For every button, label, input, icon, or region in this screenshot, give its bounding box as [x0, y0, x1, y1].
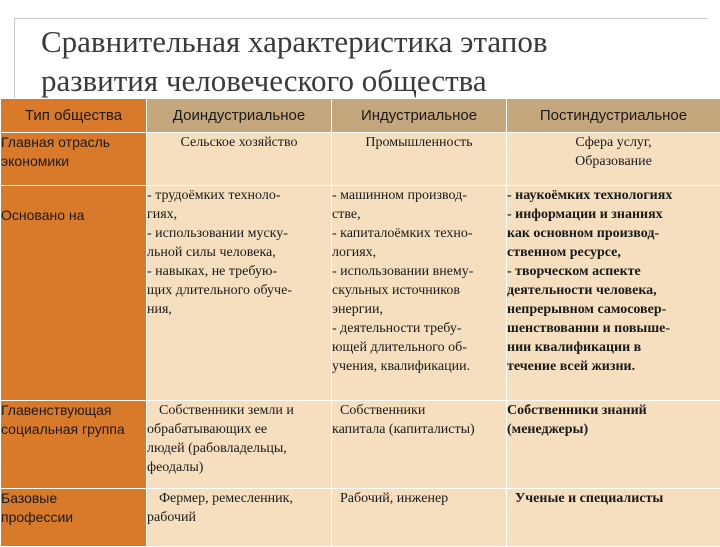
row-label-base-professions — [1, 489, 147, 547]
comparison-table — [0, 98, 720, 547]
cell-line: льной силы человека, — [147, 243, 331, 262]
cell-line: щих длительного обуче- — [147, 281, 331, 300]
cell-line: обрабатывающих ее — [147, 420, 331, 439]
title-line-2: развития человеческого общества — [41, 61, 701, 100]
cell-line: Собственники — [332, 401, 506, 420]
row-dominant-group — [1, 401, 720, 489]
row-label-line: Основано на — [1, 206, 146, 225]
frame-left-line — [14, 18, 15, 102]
row-label-line: социальная группа — [1, 420, 146, 439]
cell-preindustrial-basis — [147, 186, 332, 401]
cell-line: - навыках, не требую- — [147, 262, 331, 281]
cell-line: шенствовании и повыше- — [507, 319, 720, 338]
header-preindustrial: Доиндустриальное — [147, 99, 332, 133]
cell-line: - капиталоёмких техно- — [332, 224, 506, 243]
cell-preindustrial-sector — [147, 133, 332, 186]
header-row — [1, 99, 720, 133]
row-label-line: Главенствующая — [1, 401, 146, 420]
cell-line: - деятельности требу- — [332, 319, 506, 338]
cell-line: Промышленность — [332, 133, 506, 152]
cell-line: течение всей жизни. — [507, 357, 720, 376]
cell-preindustrial-group — [147, 401, 332, 489]
cell-line: Рабочий, инженер — [332, 489, 506, 508]
cell-line: учения, квалификации. — [332, 357, 506, 376]
cell-line: Собственники знаний — [507, 401, 720, 420]
header-society-type: Тип общества — [1, 99, 147, 133]
cell-line: - творческом аспекте — [507, 262, 720, 281]
cell-line: деятельности человека, — [507, 281, 720, 300]
cell-line: нии квалификации в — [507, 338, 720, 357]
cell-line: логиях, — [332, 243, 506, 262]
cell-line: (менеджеры) — [507, 420, 720, 439]
cell-line: ния, — [147, 300, 331, 319]
cell-postindustrial-basis — [507, 186, 720, 401]
cell-line: непрерывном самосовер- — [507, 300, 720, 319]
row-label-line: Главная отрасль — [1, 133, 146, 152]
cell-line: Сельское хозяйство — [147, 133, 331, 152]
row-base-professions — [1, 489, 720, 547]
cell-industrial-basis — [332, 186, 507, 401]
cell-postindustrial-sector — [507, 133, 720, 186]
row-label-dominant-group — [1, 401, 147, 489]
row-label-based-on — [1, 186, 147, 401]
cell-line: гиях, — [147, 205, 331, 224]
cell-line: - использовании муску- — [147, 224, 331, 243]
cell-line: Ученые и специалисты — [507, 489, 720, 508]
row-label-line: профессии — [1, 508, 146, 527]
cell-line: скульных источников — [332, 281, 506, 300]
cell-line: Образование — [507, 152, 720, 171]
cell-line: - машинном производ- — [332, 186, 506, 205]
cell-industrial-group — [332, 401, 507, 489]
row-label-line: экономики — [1, 152, 146, 171]
cell-postindustrial-group — [507, 401, 720, 489]
cell-industrial-professions — [332, 489, 507, 547]
row-based-on — [1, 186, 720, 401]
frame-top-line — [14, 18, 708, 19]
cell-line: феодалы) — [147, 458, 331, 477]
cell-line: Сфера услуг, — [507, 133, 720, 152]
cell-line: ющей длительного об- — [332, 338, 506, 357]
cell-line: Собственники земли и — [147, 401, 331, 420]
cell-line: - использовании внему- — [332, 262, 506, 281]
cell-line: рабочий — [147, 508, 331, 527]
cell-line: людей (рабовладельцы, — [147, 439, 331, 458]
cell-line: - наукоёмких технологиях — [507, 186, 720, 205]
cell-line: - трудоёмких техноло- — [147, 186, 331, 205]
row-label-main-sector — [1, 133, 147, 186]
row-label-line: Базовые — [1, 489, 146, 508]
header-postindustrial: Постиндустриальное — [507, 99, 720, 133]
cell-line: стве, — [332, 205, 506, 224]
cell-line: - информации и знаниях — [507, 205, 720, 224]
title-line-1: Сравнительная характеристика этапов — [41, 22, 701, 61]
cell-line: энергии, — [332, 300, 506, 319]
cell-line: капитала (капиталисты) — [332, 420, 506, 439]
cell-line: как основном производ- — [507, 224, 720, 243]
cell-line: ственном ресурсе, — [507, 243, 720, 262]
cell-preindustrial-professions — [147, 489, 332, 547]
header-industrial: Индустриальное — [332, 99, 507, 133]
slide-title — [41, 22, 701, 100]
cell-industrial-sector — [332, 133, 507, 186]
cell-line: Фермер, ремесленник, — [147, 489, 331, 508]
cell-postindustrial-professions — [507, 489, 720, 547]
row-main-sector — [1, 133, 720, 186]
